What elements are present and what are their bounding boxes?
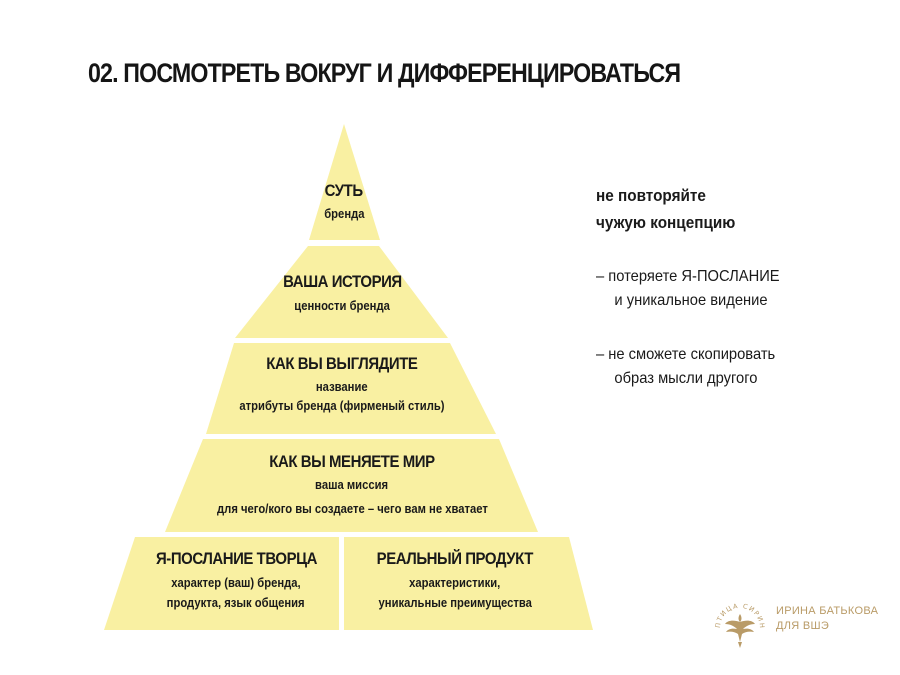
side-note-1 xyxy=(596,265,796,313)
footer-credit xyxy=(776,604,878,634)
base-left-line-1: характер (ваш) бренда, xyxy=(171,576,301,590)
base-right-text xyxy=(345,549,565,612)
side-note-2 xyxy=(596,343,791,391)
footer-org: ДЛЯ ВШЭ xyxy=(776,620,830,632)
side-note-2-line-1: – не сможете скопировать xyxy=(596,346,776,363)
phoenix-emblem-icon xyxy=(712,598,768,654)
base-right-heading: РЕАЛЬНЫЙ ПРОДУКТ xyxy=(376,549,534,568)
footer-author: ИРИНА БАТЬКОВА xyxy=(776,605,879,617)
level-4-text xyxy=(152,452,552,518)
side-headline-line-2: чужую концепцию xyxy=(596,213,736,232)
level-1-line: бренда xyxy=(323,207,365,221)
side-note-2-line-2: образ мысли другого xyxy=(614,370,758,387)
level-4-line-2: для чего/кого вы создаете – чего вам не хватает xyxy=(216,502,488,516)
base-right-line-2: уникальные преимущества xyxy=(378,596,532,610)
logo-ring-text: ПТИЦА СИРИН xyxy=(713,601,767,630)
level-2-line: ценности бренда xyxy=(294,299,390,313)
side-headline xyxy=(596,182,751,236)
base-left-heading: Я-ПОСЛАНИЕ ТВОРЦА xyxy=(155,549,317,568)
page-title: 02. ПОСМОТРЕТЬ ВОКРУГ И ДИФФЕРЕНЦИРОВАТЬСЯ xyxy=(88,58,681,88)
base-right-line-1: характеристики, xyxy=(409,576,501,590)
level-4-line-1: ваша миссия xyxy=(315,478,389,492)
level-2-text xyxy=(242,272,442,315)
side-note-1-line-1: – потеряете Я-ПОСЛАНИЕ xyxy=(596,268,780,285)
level-3-line-2: атрибуты бренда (фирменый стиль) xyxy=(239,399,445,413)
level-3-line-1: название xyxy=(316,380,368,394)
level-3-text xyxy=(192,354,492,415)
side-headline-line-1: не повторяйте xyxy=(596,186,706,205)
base-left-line-2: продукта, язык общения xyxy=(167,596,305,610)
level-4-heading: КАК ВЫ МЕНЯЕТЕ МИР xyxy=(269,452,435,471)
side-note-1-line-2: и уникальное видение xyxy=(614,292,768,309)
level-1-text xyxy=(284,181,404,223)
base-left-text xyxy=(131,549,341,612)
level-1-heading: СУТЬ xyxy=(324,181,364,200)
level-2-heading: ВАША ИСТОРИЯ xyxy=(282,272,402,291)
level-3-heading: КАК ВЫ ВЫГЛЯДИТЕ xyxy=(266,354,418,373)
